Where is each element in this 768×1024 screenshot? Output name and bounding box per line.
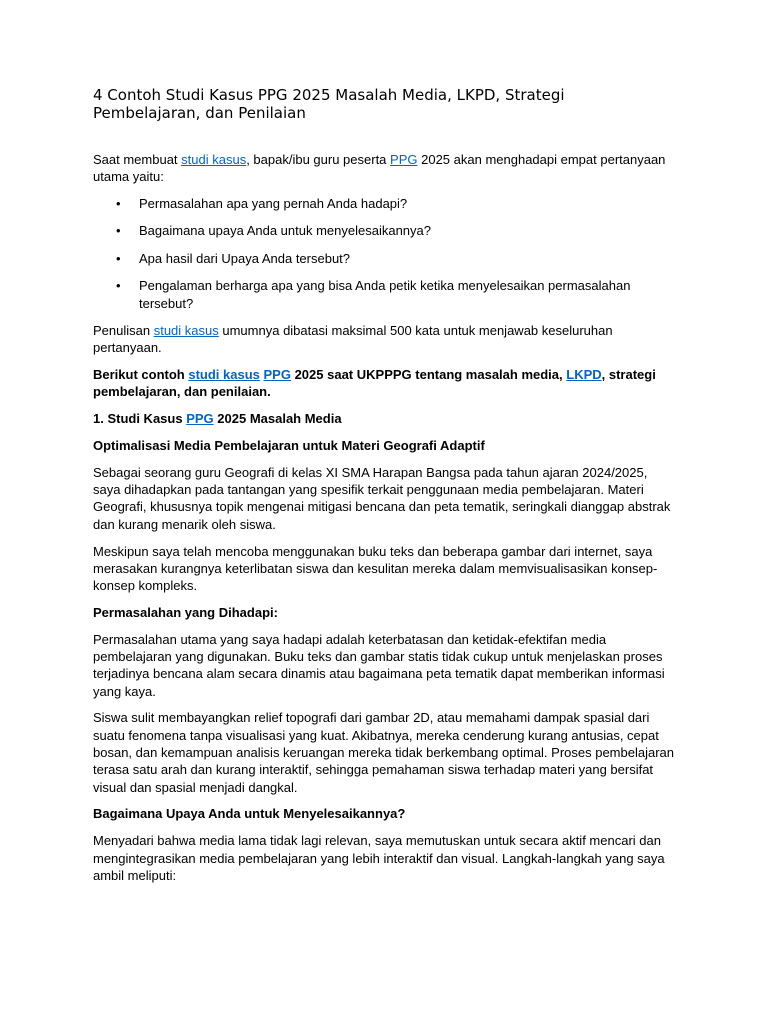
- intro-text-3: 2025 akan menghadapi empat pertanyaan utama yaitu:: [93, 152, 666, 185]
- solution-heading-text: Bagaimana Upaya Anda untuk Menyelesaikannya?: [93, 806, 406, 822]
- list-item: [93, 250, 676, 268]
- ppg-link[interactable]: PPG: [186, 411, 214, 427]
- studi-kasus-link[interactable]: studi kasus: [188, 367, 260, 383]
- paragraph: Permasalahan utama yang saya hadapi adalah keterbatasan dan ketidak-efektifan media pembelajaran yang digunakan. Buku teks dan gambar statis tidak cukup untuk menjelaskan proses terjadinya bencana alam secara dinamis atau bagaimana peta tematik dapat memberikan informasi yang kaya.: [93, 631, 665, 699]
- list-item: [93, 195, 676, 213]
- ppg-link[interactable]: PPG: [390, 152, 418, 167]
- limit-paragraph: [93, 322, 676, 357]
- lkpd-link[interactable]: LKPD: [566, 367, 602, 383]
- limit-text-2: umumnya dibatasi maksimal 500 kata untuk menjawab keseluruhan pertanyaan.: [93, 323, 613, 356]
- questions-list: [93, 195, 676, 313]
- list-item-text: Apa hasil dari Upaya Anda tersebut?: [139, 250, 351, 266]
- intro-text-2: , bapak/ibu guru peserta: [246, 152, 391, 167]
- section-heading: [93, 410, 676, 427]
- examples-text-3: 2025 saat UKPPPG tentang masalah media,: [290, 367, 567, 383]
- intro-paragraph: [93, 151, 676, 186]
- list-item: [93, 277, 676, 312]
- list-item-text: Permasalahan apa yang pernah Anda hadapi?: [139, 195, 408, 211]
- bullet-icon: •: [116, 195, 121, 211]
- section-text-1: 1. Studi Kasus: [93, 411, 187, 427]
- paragraph: Siswa sulit membayangkan relief topografi dari gambar 2D, atau memahami dampak spasial dari suatu fenomena tanpa visualisasi yang kuat. Akibatnya, mereka cenderung kurang antusias, cepat bosan, dan kemampuan analisis keruangan mereka tidak berkembang optimal. Proses pembelajaran terasa satu arah dan kurang interaktif, sehingga pemahaman siswa terhadap materi yang bersifat visual dan spasial menjadi dangkal.: [93, 710, 675, 795]
- list-item-text: Pengalaman berharga apa yang bisa Anda petik ketika menyelesaikan permasalahan tersebut?: [139, 278, 631, 311]
- studi-kasus-link[interactable]: studi kasus: [153, 323, 219, 339]
- list-item-text: Bagaimana upaya Anda untuk menyelesaikannya?: [139, 223, 431, 239]
- case-title-text: Optimalisasi Media Pembelajaran untuk Materi Geografi Adaptif: [93, 438, 485, 454]
- paragraph: Sebagai seorang guru Geografi di kelas XI SMA Harapan Bangsa pada tahun ajaran 2024/2025, saya dihadapkan pada tantangan yang spesifik terkait penggunaan media pembelajaran. Materi Geografi, khususnya topik mengenai mitigasi bencana dan peta tematik, seringkali dianggap abstrak dan kurang menarik oleh siswa.: [93, 464, 671, 532]
- list-item: [93, 222, 676, 240]
- bullet-icon: •: [116, 223, 121, 239]
- studi-kasus-link[interactable]: studi kasus: [181, 152, 247, 167]
- examples-text-1: Berikut contoh: [93, 367, 189, 383]
- examples-text-4: , strategi pembelajaran, dan penilaian.: [93, 367, 656, 400]
- limit-text-1: Penulisan: [93, 323, 154, 339]
- intro-text-1: Saat membuat: [93, 152, 182, 167]
- bullet-icon: •: [116, 278, 121, 294]
- bullet-icon: •: [116, 250, 121, 266]
- paragraph: Meskipun saya telah mencoba menggunakan buku teks dan beberapa gambar dari internet, saya merasakan kurangnya keterlibatan siswa dan kesulitan mereka dalam memvisualisasikan konsep-konsep kompleks.: [93, 543, 658, 594]
- document-title: 4 Contoh Studi Kasus PPG 2025 Masalah Media, LKPD, Strategi Pembelajaran, dan Penilaian: [93, 86, 565, 122]
- problem-heading: [93, 604, 676, 621]
- examples-paragraph: [93, 366, 676, 401]
- case-title: [93, 437, 676, 454]
- ppg-link[interactable]: PPG: [263, 367, 291, 383]
- problem-heading-text: Permasalahan yang Dihadapi:: [93, 604, 278, 620]
- paragraph: Menyadari bahwa media lama tidak lagi relevan, saya memutuskan untuk secara aktif mencari dan mengintegrasikan media pembelajaran yang lebih interaktif dan visual. Langkah-langkah yang saya ambil meliputi:: [93, 833, 665, 883]
- solution-heading: [93, 805, 676, 822]
- section-text-2: 2025 Masalah Media: [213, 411, 342, 427]
